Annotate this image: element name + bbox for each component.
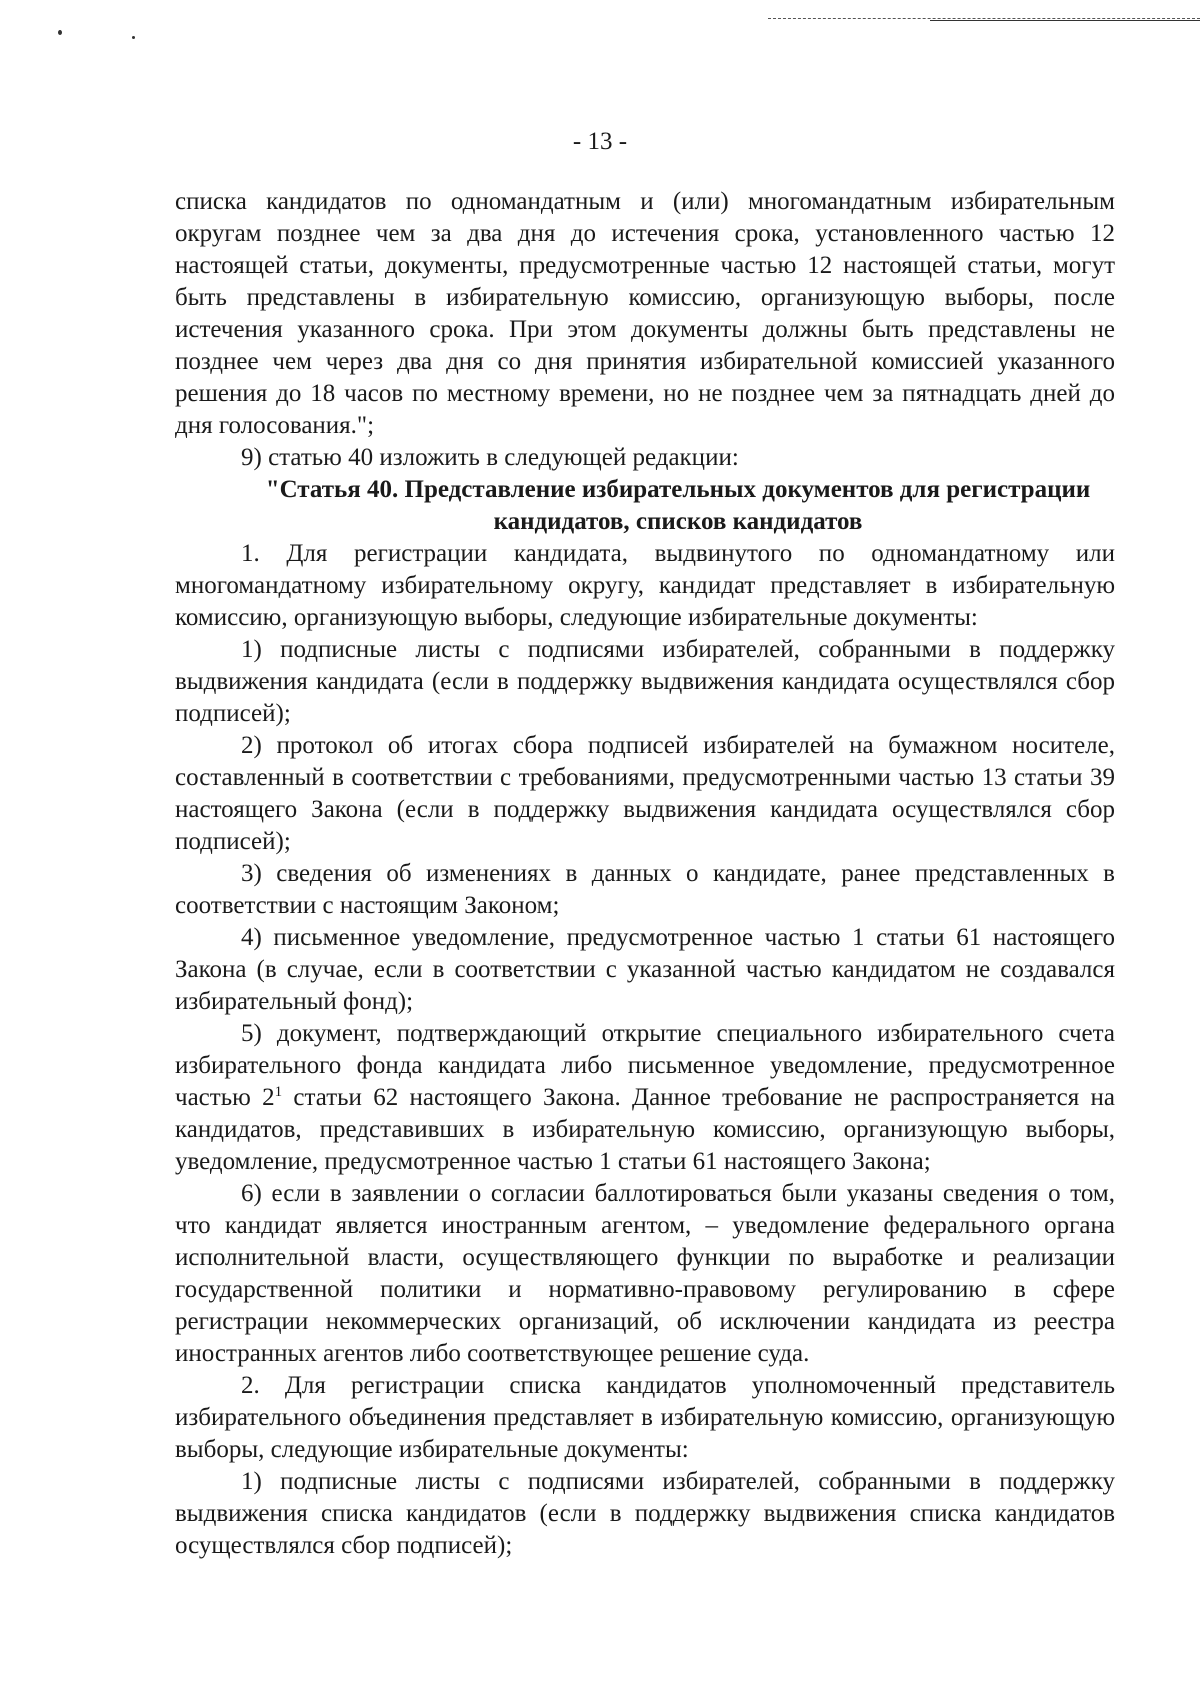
article-title: "Статья 40. Представление избирательных документов для регистрации кандидатов, списков кандидатов [265, 476, 1091, 535]
list-item: 1) подписные листы с подписями избирателей, собранными в поддержку выдвижения кандидата (если в поддержку выдвижения кандидата осуществлялся сбор подписей); [175, 636, 1115, 727]
scan-speck [58, 30, 62, 35]
paragraph: 9) статью 40 изложить в следующей редакции: [241, 444, 739, 471]
scan-speck [132, 36, 135, 39]
paragraph: 2. Для регистрации списка кандидатов уполномоченный представитель избирательного объединения представляет в избирательную комиссию, организующую выборы, следующие избирательные документы: [175, 1372, 1115, 1463]
list-item [175, 1018, 1115, 1178]
list-item: 3) сведения об изменениях в данных о кандидате, ранее представленных в соответствии с настоящим Законом; [175, 860, 1115, 919]
list-item: 2) протокол об итогах сбора подписей избирателей на бумажном носителе, составленный в соответствии с требованиями, предусмотренными частью 13 статьи 39 настоящего Закона (если в поддержку выдвижения кандидата осуществлялся сбор подписей); [175, 732, 1115, 855]
document-body [175, 186, 1115, 1562]
scan-artifact-line [768, 18, 1200, 19]
list-item: 6) если в заявлении о согласии баллотироваться были указаны сведения о том, что кандидат является иностранным агентом, – уведомление федерального органа исполнительной власти, осуществляющего функции по выработке и реализации государственной политики и нормативно-правовому регулированию в сфере регистрации некоммерческих организаций, об исключении кандидата из реестра иностранных агентов либо соответствующее решение суда. [175, 1180, 1115, 1367]
paragraph: 1. Для регистрации кандидата, выдвинутого по одномандатному или многомандатному избирательному округу, кандидат представляет в избирательную комиссию, организующую выборы, следующие избирательные документы: [175, 540, 1115, 631]
list-item: 1) подписные листы с подписями избирателей, собранными в поддержку выдвижения списка кандидатов (если в поддержку выдвижения списка кандидатов осуществлялся сбор подписей); [175, 1468, 1115, 1559]
superscript: 1 [274, 1084, 283, 1100]
list-item: 4) письменное уведомление, предусмотренное частью 1 статьи 61 настоящего Закона (в случае, если в соответствии с указанной частью кандидатом не создавался избирательный фонд); [175, 924, 1115, 1015]
paragraph: списка кандидатов по одномандатным и (или) многомандатным избирательным округам позднее чем за два дня до истечения срока, установленного частью 12 настоящей статьи, документы, предусмотренные частью 12 настоящей статьи, могут быть представлены в избирательную комиссию, организующую выборы, после истечения указанного срока. При этом документы должны быть представлены не позднее чем через два дня со дня принятия избирательной комиссией указанного решения до 18 часов по местному времени, но не позднее чем за пятнадцать дней до дня голосования."; [175, 188, 1115, 439]
scan-artifact-line [930, 20, 1200, 21]
list-item-text: статьи 62 настоящего Закона. Данное требование не распространяется на кандидатов, представивших в избирательную комиссию, организующую выборы, уведомление, предусмотренное частью 1 статьи 61 настоящего Закона; [175, 1084, 1115, 1175]
page-number: - 13 - [572, 128, 628, 155]
list-item-text: 5) документ, подтверждающий открытие специального избирательного счета избирательного фонда кандидата либо письменное уведомление, предусмотренное частью 2 [175, 1020, 1115, 1111]
